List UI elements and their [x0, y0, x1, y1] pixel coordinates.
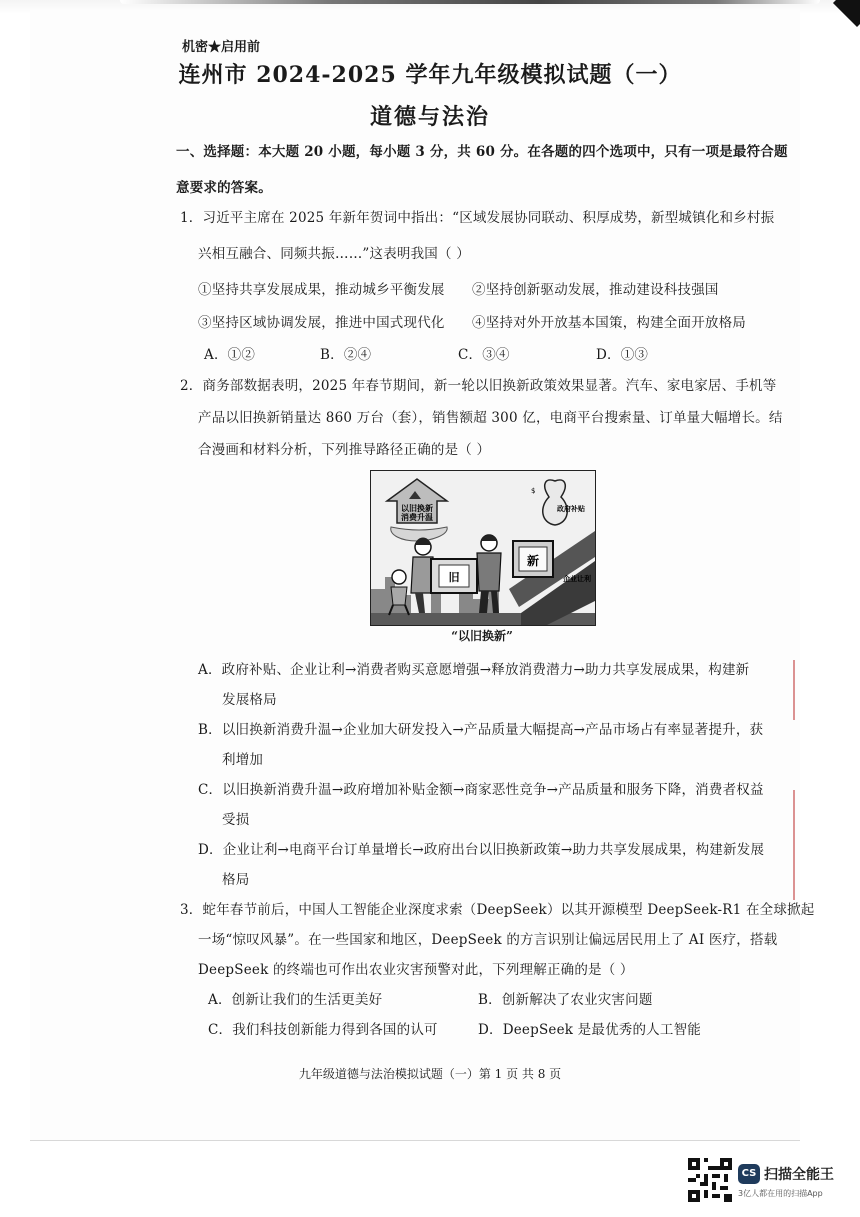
q1-option-b: B．②④: [320, 347, 372, 363]
q2-option-b-cont: 利增加: [222, 752, 264, 768]
cartoon-illustration: [371, 471, 595, 625]
house-label-2: 消费升温: [401, 513, 433, 522]
scan-top-edge: [120, 0, 820, 4]
q3-option-c: C．我们科技创新能力得到各国的认可: [208, 1022, 438, 1038]
q1-option-c: C．③④: [458, 347, 510, 363]
house-label-1: 以旧换新: [401, 504, 433, 513]
q3-option-a: A．创新让我们的生活更美好: [208, 992, 383, 1008]
q2-stem-cont: 产品以旧换新销量达 860 万台（套），销售额超 300 亿，电商平台搜索量、订单量大幅增长。结: [198, 410, 783, 426]
old-tv-label: 旧: [448, 571, 460, 584]
q2-option-a: A．政府补贴、企业让利→消费者购买意愿增强→释放消费潜力→助力共享发展成果，构建新: [198, 662, 750, 678]
q1-statement-1: ①坚持共享发展成果，推动城乡平衡发展: [198, 282, 445, 298]
q2-option-c: C．以旧换新消费升温→政府增加补贴金额→商家恶性竞争→产品质量和服务下降，消费者权益: [198, 782, 764, 798]
q3-stem-cont-2: DeepSeek 的终端也可作出农业灾害预警对此，下列理解正确的是（ ）: [198, 962, 634, 978]
qr-code-icon: [688, 1158, 732, 1202]
q1-stem-cont: 兴相互融合、同频共振……”这表明我国（ ）: [198, 246, 470, 262]
subsidy-label: 政府补贴: [557, 505, 585, 513]
exam-subject: 道德与法治: [369, 104, 490, 130]
paper-edge-mark: [793, 660, 795, 720]
q1-statement-2: ②坚持创新驱动发展，推动建设科技强国: [472, 282, 719, 298]
paper-edge-mark: [793, 790, 795, 900]
q3-option-d: D．DeepSeek 是最优秀的人工智能: [478, 1022, 701, 1038]
q2-option-c-cont: 受损: [222, 812, 250, 828]
q2-stem: 2．商务部数据表明，2025 年春节期间，新一轮以旧换新政策效果显著。汽车、家电家居、手机等: [180, 378, 777, 394]
q2-option-b: B．以旧换新消费升温→企业加大研发投入→产品质量大幅提高→产品市场占有率显著提升，获: [198, 722, 764, 738]
cartoon-trade-in: [370, 470, 596, 626]
confidential-label: 机密★启用前: [182, 40, 261, 55]
new-tv-label: 新: [526, 554, 540, 568]
cartoon-caption: “以旧换新”: [451, 629, 513, 643]
q1-option-a: A．①②: [204, 347, 256, 363]
scanner-watermark: [688, 1158, 848, 1204]
q2-option-d: D．企业让利→电商平台订单量增长→政府出台以旧换新政策→助力共享发展成果，构建新发展: [198, 842, 765, 858]
camscanner-tagline: 3亿人都在用的扫描App: [738, 1189, 823, 1198]
q1-option-d: D．①③: [596, 347, 649, 363]
q2-option-a-cont: 发展格局: [222, 692, 277, 708]
page-footer: 九年级道德与法治模拟试题（一）第 1 页 共 8 页: [298, 1067, 562, 1081]
camscanner-logo-icon: CS: [738, 1164, 760, 1184]
q3-stem-cont: 一场“惊叹风暴”。在一些国家和地区，DeepSeek 的方言识别让偏远居民用上了 AI 医疗，搭载: [198, 932, 778, 948]
camscanner-name: 扫描全能王: [764, 1167, 834, 1183]
q3-stem: 3．蛇年春节前后，中国人工智能企业深度求索（DeepSeek）以其开源模型 DeepSeek-R1 在全球掀起: [180, 902, 815, 918]
q2-stem-cont-2: 合漫画和材料分析，下列推导路径正确的是（ ）: [198, 442, 491, 458]
company-discount-label: 企业让利: [563, 575, 591, 583]
q3-option-b: B．创新解决了农业灾害问题: [478, 992, 653, 1008]
section-instructions-cont: 意要求的答案。: [176, 180, 272, 196]
q1-statement-3: ③坚持区域协调发展，推进中国式现代化: [198, 315, 445, 331]
section-instructions: 一、选择题：本大题 20 小题，每小题 3 分，共 60 分。在各题的四个选项中，只有一项是最符合题: [176, 144, 788, 160]
q1-stem: 1．习近平主席在 2025 年新年贺词中指出：“区域发展协同联动、积厚成势，新型城镇化和乡村振: [180, 210, 775, 226]
q2-option-d-cont: 格局: [222, 872, 250, 888]
bag-dollar-icon: $: [531, 487, 536, 495]
exam-title: 连州市 2024-2025 学年九年级模拟试题（一）: [178, 62, 682, 88]
q1-statement-4: ④坚持对外开放基本国策，构建全面开放格局: [472, 315, 746, 331]
